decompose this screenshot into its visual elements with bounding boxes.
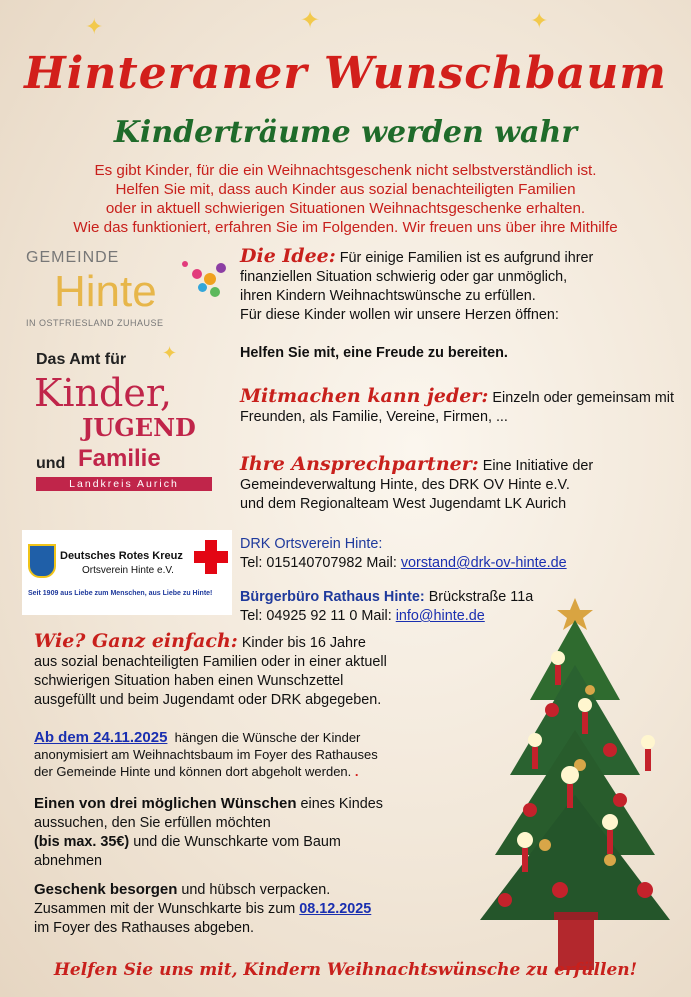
logo-gemeinde-text: GEMEINDE <box>26 249 120 266</box>
logo-hinte-text: Hinte <box>54 267 157 316</box>
intro-line: Wie das funktioniert, erfahren Sie im Folgenden. Wir freuen uns über ihre Mithilfe <box>73 219 618 236</box>
datum-dot: . <box>354 764 359 779</box>
ansprech-line: Gemeindeverwaltung Hinte, des DRK OV Hinte e.V. <box>240 477 570 493</box>
mitmachen-line: Freunden, als Familie, Vereine, Firmen, ... <box>240 409 508 425</box>
wie-line: schwierigen Situation haben einen Wunschzettel <box>34 673 344 689</box>
idee-callout: Helfen Sie mit, eine Freude zu bereiten. <box>240 345 508 361</box>
geschenk-line: Zusammen mit der Wunschkarte bis zum <box>34 901 296 917</box>
star-icon: ✦ <box>162 343 178 363</box>
geschenk-section <box>34 880 464 938</box>
christmas-tree-icon <box>470 590 690 980</box>
idee-line: Für diese Kinder wollen wir unsere Herzen öffnen: <box>240 307 559 323</box>
drk-mail-link[interactable]: vorstand@drk-ov-hinte.de <box>400 555 567 571</box>
wunsch-limit: (bis max. 35€) <box>34 834 130 850</box>
christmas-tree-illustration <box>470 590 690 980</box>
star-decoration-right: ✦ <box>530 8 549 33</box>
datum-line: der Gemeinde Hinte und können dort abgeholt werden. <box>34 764 352 779</box>
logo-und: und <box>36 455 66 472</box>
amt-kinder-jugend-familie-logo <box>22 345 222 495</box>
wunsch-rest: eines Kindes <box>300 796 383 812</box>
drk-logo <box>22 530 232 615</box>
rathaus-address: Brückstraße 11a <box>428 589 534 605</box>
crest-icon <box>28 544 56 578</box>
datum-line: anonymisiert am Weihnachtsbaum im Foyer des Rathauses <box>34 747 378 762</box>
wunsch-line: und die Wunschkarte vom Baum <box>133 834 341 850</box>
rathaus-contact-tel: Tel: 04925 92 11 0 Mail: <box>240 608 392 624</box>
ansprech-line: Eine Initiative der <box>482 458 594 474</box>
idee-line: finanziellen Situation schwierig oder gar unmöglich, <box>240 269 568 285</box>
wie-line: Kinder bis 16 Jahre <box>241 635 366 651</box>
deadline-date-link[interactable]: 08.12.2025 <box>299 901 372 917</box>
mitmachen-section <box>240 387 690 427</box>
wunsch-line: aussuchen, den Sie erfüllen möchten <box>34 815 271 831</box>
logo-familie: Familie <box>78 445 161 472</box>
wie-section <box>34 632 464 710</box>
datum-line: hängen die Wünsche der Kinder <box>174 730 361 745</box>
idee-line: Für einige Familien ist es aufgrund ihrer <box>339 250 594 266</box>
intro-text <box>0 161 691 237</box>
idee-heading: Die Idee: <box>240 245 336 267</box>
intro-line: oder in aktuell schwierigen Situationen Weihnachtsgeschenke erhalten. <box>105 200 586 217</box>
wunsch-bold: Einen von drei möglichen Wünschen <box>34 795 297 812</box>
contact-drk <box>240 535 567 573</box>
star-decoration-left: ✦ <box>85 14 104 39</box>
logo-amt-line1: Das Amt für <box>36 351 127 368</box>
wie-heading: Wie? Ganz einfach: <box>34 630 238 652</box>
logo-kinder: Kinder, <box>34 371 172 415</box>
star-decoration-center: ✦ <box>300 7 321 34</box>
geschenk-bold: Geschenk besorgen <box>34 881 178 898</box>
red-cross-icon <box>194 540 228 574</box>
intro-line: Helfen Sie mit, dass auch Kinder aus sozial benachteiligten Familien <box>115 181 576 198</box>
wunsch-line: abnehmen <box>34 853 103 869</box>
rathaus-mail-link[interactable]: info@hinte.de <box>395 608 485 624</box>
drk-ov: Ortsverein Hinte e.V. <box>82 565 174 576</box>
footer-slogan: Helfen Sie uns mit, Kindern Weihnachtswünsche zu erfüllen! <box>53 960 638 980</box>
ansprech-heading: Ihre Ansprechpartner: <box>240 453 479 475</box>
logo-jugend: JUGEND <box>82 413 196 442</box>
datum-section <box>34 729 464 780</box>
drk-name: Deutsches Rotes Kreuz <box>60 550 183 562</box>
idee-line: ihren Kindern Weihnachtswünsche zu erfüllen. <box>240 288 536 304</box>
gemeinde-hinte-logo <box>22 243 222 333</box>
page-title: Hinteraner Wunschbaum <box>24 48 667 99</box>
logo-tagline: IN OSTFRIESLAND ZUHAUSE <box>26 318 164 328</box>
mitmachen-line: Einzeln oder gemeinsam mit <box>492 390 674 406</box>
wie-line: ausgefüllt und beim Jugendamt oder DRK abgegeben. <box>34 692 382 708</box>
logo-landkreis: Landkreis Aurich <box>36 477 212 491</box>
wunsch-section <box>34 794 464 871</box>
start-date-link[interactable]: Ab dem 24.11.2025 <box>34 729 168 746</box>
geschenk-rest: und hübsch verpacken. <box>181 882 331 898</box>
intro-line: Es gibt Kinder, für die ein Weihnachtsgeschenk nicht selbstverständlich ist. <box>94 162 597 179</box>
drk-contact-tel: Tel: 015140707982 Mail: <box>240 555 397 571</box>
ansprech-line: und dem Regionalteam West Jugendamt LK Aurich <box>240 496 567 512</box>
drk-motto: Seit 1909 aus Liebe zum Menschen, aus Liebe zu Hinte! <box>28 590 213 597</box>
wie-line: aus sozial benachteiligten Familien oder in einer aktuell <box>34 654 387 670</box>
page-subtitle: Kinderträume werden wahr <box>113 115 578 150</box>
idee-section <box>240 247 680 325</box>
geschenk-line: im Foyer des Rathauses abgeben. <box>34 920 254 936</box>
ansprech-section <box>240 455 690 514</box>
drk-contact-label: DRK Ortsverein Hinte: <box>240 536 383 552</box>
mitmachen-heading: Mitmachen kann jeder: <box>240 385 489 407</box>
rathaus-contact-label: Bürgerbüro Rathaus Hinte: <box>240 589 425 605</box>
